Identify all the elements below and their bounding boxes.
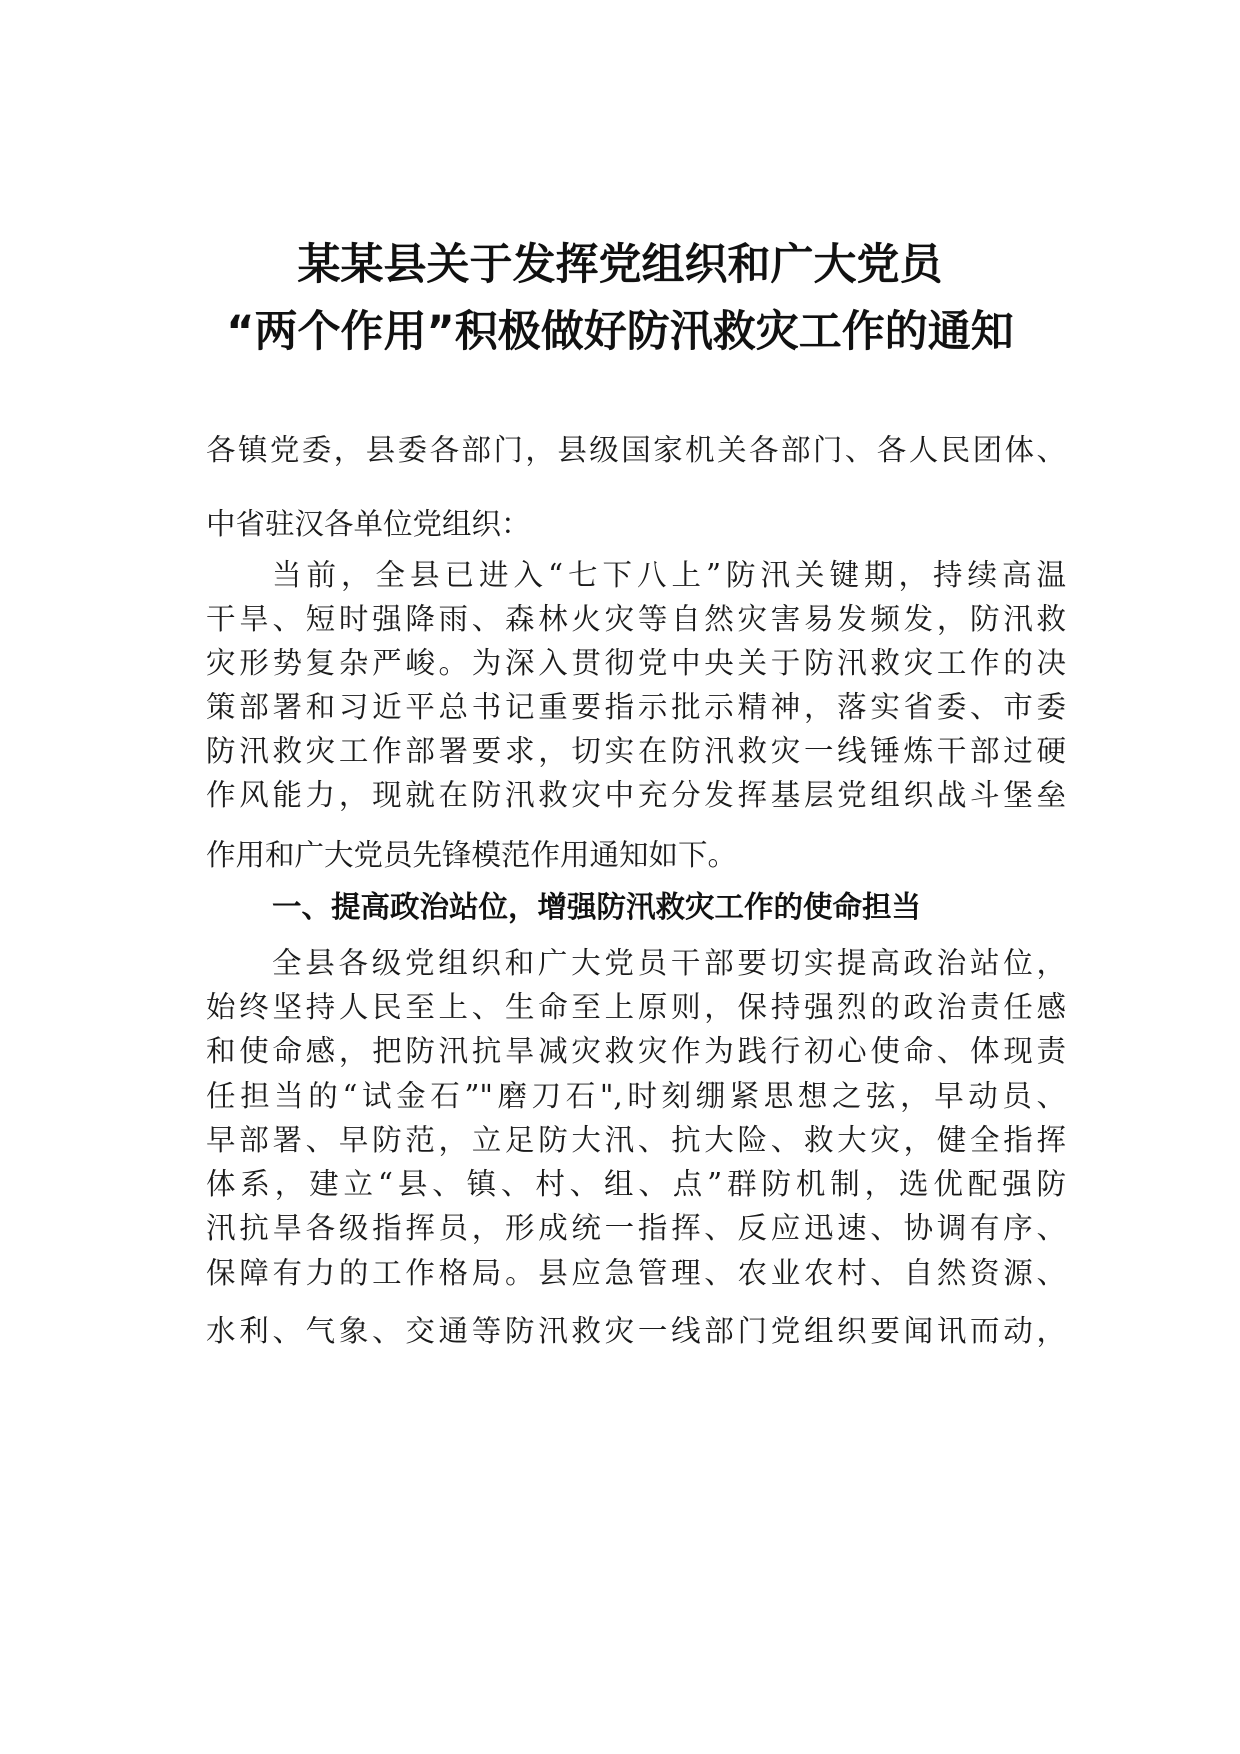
section-paragraph-line: 体系，建立“县、镇、村、组、点”群防机制，选优配强防 [206,1167,1066,1201]
intro-paragraph-line: 作用和广大党员先锋模范作用通知如下。 [206,838,738,872]
salutation-line-1: 各镇党委，县委各部门，县级国家机关各部门、各人民团体、 [206,433,1066,467]
intro-paragraph-line: 灾形势复杂严峻。为深入贯彻党中央关于防汛救灾工作的决 [206,646,1066,680]
section-heading: 一、提高政治站位，增强防汛救灾工作的使命担当 [272,890,922,924]
document-title-line-1: 某某县关于发挥党组织和广大党员 [297,240,943,290]
section-paragraph-line: 水利、气象、交通等防汛救灾一线部门党组织要闻讯而动， [206,1314,1066,1348]
intro-paragraph-line: 防汛救灾工作部署要求，切实在防汛救灾一线锤炼干部过硬 [206,734,1066,768]
salutation-line-2: 中省驻汉各单位党组织： [206,507,531,541]
intro-paragraph-line: 作风能力，现就在防汛救灾中充分发挥基层党组织战斗堡垒 [206,778,1066,812]
section-paragraph-line: 全县各级党组织和广大党员干部要切实提高政治站位， [272,946,1066,980]
intro-paragraph-line: 干旱、短时强降雨、森林火灾等自然灾害易发频发，防汛救 [206,602,1066,636]
section-paragraph-line: 始终坚持人民至上、生命至上原则，保持强烈的政治责任感 [206,990,1066,1024]
intro-paragraph-line: 当前，全县已进入“七下八上”防汛关键期，持续高温 [272,558,1066,592]
document-title-line-2: “两个作用”积极做好防汛救灾工作的通知 [226,307,1014,357]
section-paragraph-line: 早部署、早防范，立足防大汛、抗大险、救大灾，健全指挥 [206,1123,1066,1157]
section-paragraph-line: 汛抗旱各级指挥员，形成统一指挥、反应迅速、协调有序、 [206,1211,1066,1245]
section-paragraph-line: 保障有力的工作格局。县应急管理、农业农村、自然资源、 [206,1256,1066,1290]
section-paragraph-line: 任担当的“试金石”"磨刀石",时刻绷紧思想之弦，早动员、 [206,1079,1066,1113]
section-paragraph-line: 和使命感，把防汛抗旱减灾救灾作为践行初心使命、体现责 [206,1034,1066,1068]
intro-paragraph-line: 策部署和习近平总书记重要指示批示精神，落实省委、市委 [206,690,1066,724]
